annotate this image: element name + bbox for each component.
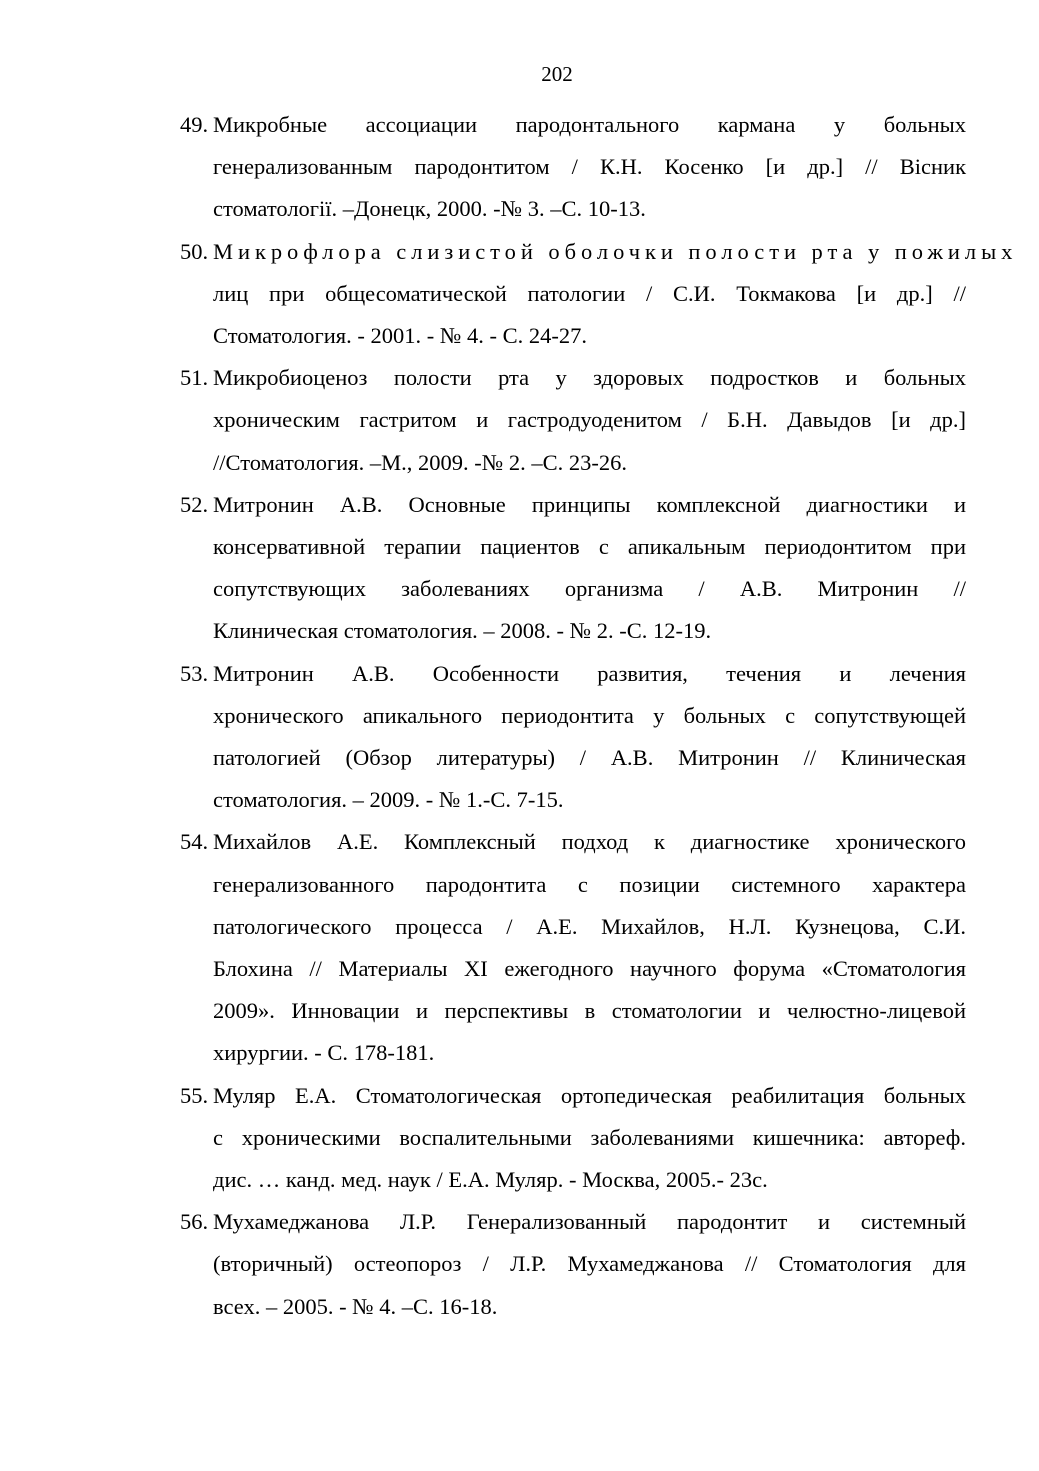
reference-line: Микробиоценоз полости рта у здоровых подростков и больных bbox=[213, 365, 966, 391]
reference-item bbox=[180, 357, 966, 484]
reference-line: патологией (Обзор литературы) / А.В. Митронин // Клиническая bbox=[213, 745, 966, 771]
reference-item bbox=[180, 821, 966, 1074]
reference-line: стоматология. – 2009. - № 1.-С. 7-15. bbox=[213, 787, 564, 813]
reference-list bbox=[180, 104, 1018, 1328]
reference-number: 49. bbox=[180, 112, 209, 137]
reference-line: Митронин А.В. Основные принципы комплексной диагностики и bbox=[213, 491, 966, 517]
reference-line: хирургии. - С. 178-181. bbox=[213, 1040, 435, 1066]
reference-line: 2009». Инновации и перспективы в стоматологии и челюстно-лицевой bbox=[213, 998, 966, 1024]
reference-number: 52. bbox=[180, 491, 209, 517]
reference-line: Стоматология. - 2001. - № 4. - С. 24-27. bbox=[213, 323, 587, 349]
reference-line: патологического процесса / А.Е. Михайлов, Н.Л. Кузнецова, С.И. bbox=[213, 913, 966, 939]
reference-item bbox=[180, 104, 966, 231]
page-number: 202 bbox=[541, 62, 573, 86]
reference-line: Блохина // Материалы XI ежегодного научного форума «Стоматология bbox=[213, 956, 966, 982]
reference-item bbox=[180, 1075, 966, 1202]
reference-line: Микрофлора слизистой оболочки полости рта у пожилых bbox=[213, 238, 1018, 264]
reference-line: Митронин А.В. Особенности развития, течения и лечения bbox=[213, 660, 966, 686]
reference-line: генерализованным пародонтитом / К.Н. Косенко [и др.] // Вісник bbox=[213, 154, 966, 180]
reference-line: хроническим гастритом и гастродуоденитом / Б.Н. Давыдов [и др.] bbox=[213, 407, 966, 433]
reference-number: 53. bbox=[180, 660, 209, 686]
reference-line: генерализованного пародонтита с позиции системного характера bbox=[213, 871, 966, 897]
reference-line: Муляр Е.А. Стоматологическая ортопедическая реабилитация больных bbox=[213, 1082, 966, 1108]
reference-line: дис. … канд. мед. наук / Е.А. Муляр. - Москва, 2005.- 23с. bbox=[213, 1167, 768, 1193]
reference-line: Клиническая стоматология. – 2008. - № 2. -С. 12-19. bbox=[213, 618, 712, 644]
reference-line: всех. – 2005. - № 4. –С. 16-18. bbox=[213, 1293, 498, 1319]
reference-line: Мухамеджанова Л.Р. Генерализованный пародонтит и системный bbox=[213, 1209, 966, 1235]
reference-number: 56. bbox=[180, 1209, 209, 1235]
reference-line: //Стоматология. –М., 2009. -№ 2. –С. 23-26. bbox=[213, 449, 627, 475]
reference-line: хронического апикального периодонтита у больных с сопутствующей bbox=[213, 702, 966, 728]
reference-item bbox=[180, 1201, 966, 1328]
reference-line: с хроническими воспалительными заболеваниями кишечника: автореф. bbox=[213, 1124, 966, 1150]
reference-number: 50. bbox=[180, 238, 209, 264]
reference-item bbox=[180, 231, 1018, 358]
reference-line: Михайлов А.Е. Комплексный подход к диагностике хронического bbox=[213, 829, 966, 855]
reference-number: 54. bbox=[180, 829, 209, 855]
reference-number: 55. bbox=[180, 1082, 209, 1108]
reference-number: 51. bbox=[180, 365, 209, 391]
reference-line: лиц при общесоматической патологии / С.И. Токмакова [и др.] // bbox=[213, 280, 966, 306]
reference-line: сопутствующих заболеваниях организма / А.В. Митронин // bbox=[213, 576, 966, 602]
reference-line: Микробные ассоциации пародонтального кармана у больных bbox=[213, 112, 966, 137]
reference-line: стоматології. –Донецк, 2000. -№ 3. –С. 10-13. bbox=[213, 196, 646, 222]
reference-item bbox=[180, 484, 966, 653]
reference-item bbox=[180, 653, 966, 822]
reference-line: (вторичный) остеопороз / Л.Р. Мухамеджанова // Стоматология для bbox=[213, 1251, 966, 1277]
reference-line: консервативной терапии пациентов с апикальным периодонтитом при bbox=[213, 534, 966, 560]
